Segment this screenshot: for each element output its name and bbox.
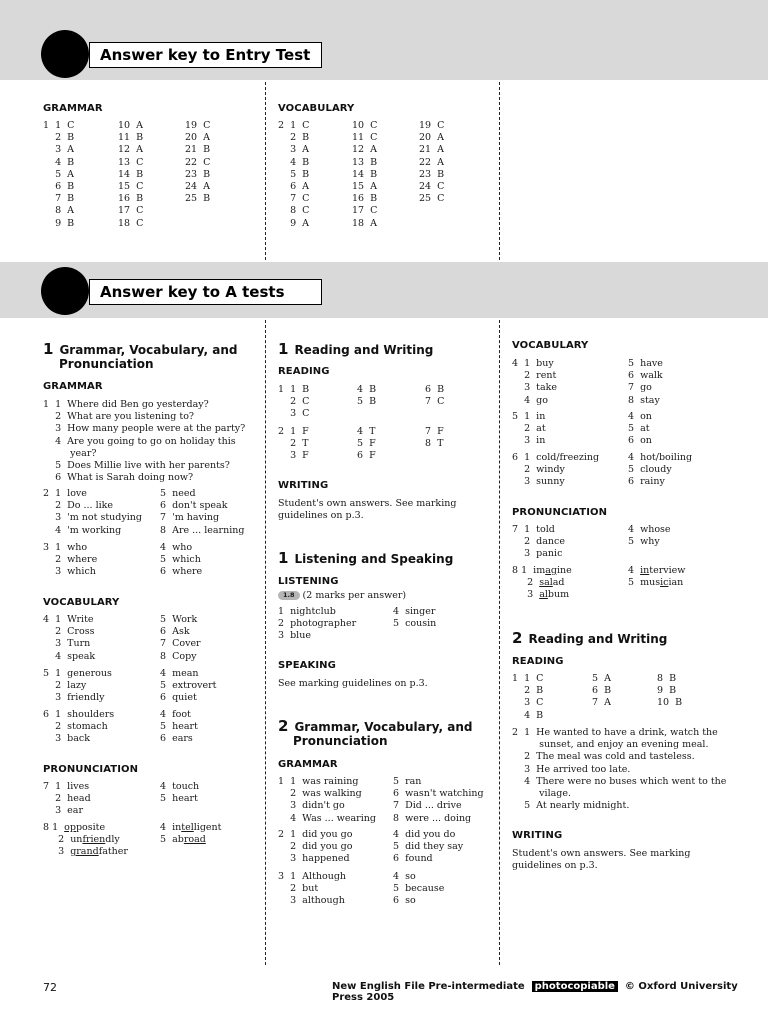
column-divider [499,320,500,965]
column-divider [265,320,266,965]
answer-line: 5 because [393,883,445,895]
reading-writing-2-heading [512,631,667,646]
answer-line: 7 B [43,193,75,205]
answer-line: 6 Ask [160,626,190,638]
answer-line: 6 1 cold/freezing [512,452,600,463]
answer-line: 16 B [118,193,144,205]
book-title: New English File Pre-intermediate [332,981,525,992]
col2-listening-heading: LISTENING [278,576,339,587]
col2-grammar-ex3a [278,871,346,908]
answer-line: 3 although [278,895,345,907]
answer-line: 4 Was ... wearing [278,812,376,824]
answer-line: 4 B [357,384,377,395]
answer-line: 5 B [357,396,377,408]
answer-line: 2 Do ... like [43,500,114,512]
answer-line: 6 don't speak [160,500,228,512]
answer-line: 8 C [278,205,310,217]
col1-vocab-ex6b [160,709,198,746]
answer-line: 15 A [352,181,377,193]
col2-reading-ex2c [425,426,444,450]
col2-listening-ex1a [278,606,356,643]
col2-grammar-ex3b [393,871,444,908]
footer-credit [332,981,768,1003]
col2-grammar-ex1b [393,776,484,825]
answer-line: 3 A [43,144,75,156]
col2-speaking-text: See marking guidelines on p.3. [278,678,428,689]
answer-line: 5 B [278,168,310,180]
col3-reading-ex1a [512,673,543,722]
col1-pronunciation-heading: PRONUNCIATION [43,764,139,775]
rw2-heading-text: Reading and Writing [528,632,668,646]
answer-line: 6 A [278,181,310,193]
listening-track-line [278,590,406,602]
entry-vocab-col2 [352,120,377,230]
answer-line: 2 C [278,396,310,408]
answer-line: 9 B [43,217,75,229]
answer-line: 5 1 in [512,411,546,422]
col1-pron-ex8b: 4 intelligent 5 abroad [160,822,222,845]
answer-line: 3 How many people were at the party? [43,423,246,435]
answer-line: 5 cousin [393,618,437,630]
answer-line: 13 C [118,156,144,168]
col2-speaking-heading: SPEAKING [278,660,336,671]
answer-line: 7 Cover [160,638,201,650]
answer-line: 23 B [185,168,211,180]
answer-line: 3 C [278,408,310,420]
answer-line: 5 heart [160,793,198,805]
gvp2-heading-number: 2 [278,717,289,735]
answer-line: 4 foot [160,709,191,720]
answer-line: 16 B [352,193,378,205]
c3-p8-number: 8 1 [512,565,528,576]
answer-line: 5 did they say [393,841,464,853]
gvp-heading-number: 1 [43,340,54,358]
gvp-heading-line1: Grammar, Vocabulary, and [59,343,238,357]
col2-reading-ex1b [357,384,376,408]
answer-line: 12 A [118,144,143,156]
col2-grammar-ex1a [278,776,376,825]
col3-pronunciation-heading: PRONUNCIATION [512,507,608,518]
p8-word1: opposite [64,822,106,833]
entry-grammar-col3 [185,120,210,205]
copyright: © Oxford University Press 2005 [332,981,738,1003]
answer-line: 6 F [357,450,376,462]
marks-note: (2 marks per answer) [302,590,407,601]
answer-line: 2 B [278,132,310,144]
col2-grammar-ex2b [393,829,463,866]
answer-line: 2 1 F [278,426,309,437]
answer-line: 4 Are you going to go on holiday this [43,435,236,447]
audio-track-badge: 1.8 [278,591,300,600]
col3-vocab-ex4a [512,358,557,407]
answer-line: 2 B [512,685,544,697]
answer-line: 24 A [185,181,210,193]
answer-line: 10 C [352,120,378,131]
col1-pron-ex7b [160,781,199,805]
col3-reading-heading: READING [512,656,564,667]
entry-vocabulary-heading: VOCABULARY [278,103,355,114]
answer-line: 5 heart [160,721,198,733]
ls-heading-number: 1 [278,549,289,567]
answer-line: 3 blue [278,630,311,642]
answer-line: 3 F [278,450,309,462]
answer-line: 2 did you go [278,841,353,853]
answer-line: 3 A [278,144,310,156]
answer-line: 19 C [419,120,445,131]
answer-line: 4 There were no buses which went to the [512,775,727,787]
answer-line: 11 B [118,132,144,144]
answer-line: 5 at [628,423,650,435]
p8-word5: abroad [172,834,206,845]
answer-line: 22 A [419,156,444,168]
col3-vocab-ex4b [628,358,663,407]
c3-p8-word1: imagine [533,565,572,576]
answer-line: 19 C [185,120,211,131]
answer-line: 3 sunny [512,476,565,488]
answer-line: 6 1 shoulders [43,709,115,720]
answer-line: 2 but [278,883,319,895]
answer-line: 2 T [278,438,309,450]
p8-word2: unfriendly [70,834,120,845]
answer-line: 6 quiet [160,692,197,704]
answer-line: 5 1 generous [43,668,112,679]
answer-line: 2 dance [512,536,565,548]
col2-listening-ex1b [393,606,436,630]
entry-vocab-col1 [278,120,309,230]
answer-line: 1 1 was raining [278,776,359,787]
answer-line: 7 1 lives [43,781,90,792]
answer-line: 13 B [352,156,378,168]
answer-line: 5 extrovert [160,680,217,692]
answer-line: 3 back [43,733,90,745]
c3-p8-word2: salad [539,577,565,588]
answer-line: 4 did you do [393,829,456,840]
gvp-2-heading [278,719,473,734]
p8-number: 8 1 [43,822,59,833]
col2-writing-heading: WRITING [278,480,329,491]
entry-grammar-col1 [43,120,74,230]
answer-line: 7 A [592,697,611,709]
answer-line: 2 at [512,423,546,435]
entry-test-header-band [0,0,768,80]
answer-line: 4 hot/boiling [628,452,693,463]
answer-line: 6 on [628,435,652,447]
col1-vocab-ex4a [43,614,95,663]
p8-word3: grandfather [70,846,128,857]
entry-grammar-heading: GRAMMAR [43,103,103,114]
answer-line: 4 B [278,156,310,168]
col3-vocabulary-heading: VOCABULARY [512,340,589,351]
page-number: 72 [43,981,57,994]
gvp-heading-line2: Pronunciation [59,357,154,371]
answer-line: 2 was walking [278,788,362,800]
col1-vocab-ex5a [43,668,112,705]
c3-p8-word4: interview [640,565,686,576]
answer-line: 6 B [592,685,612,697]
gvp-heading [43,342,238,357]
col3-reading-ex1b [592,673,611,710]
answer-line: 2 photographer [278,618,357,630]
answer-line: 2 where [43,554,98,566]
answer-line: 8 T [425,438,444,450]
answer-line: 2 The meal was cold and tasteless. [512,751,695,763]
answer-line: 7 1 told [512,524,555,535]
answer-line: 7 'm having [160,512,220,524]
rw2-heading-number: 2 [512,629,523,647]
answer-line: 2 1 love [43,488,87,499]
answer-line: 3 ear [43,805,83,817]
answer-line: 3 panic [512,548,563,560]
col2-reading-heading: READING [278,366,330,377]
col3-vocab-ex5b [628,411,652,448]
answer-line: 4 B [512,709,544,721]
answer-line: 3 1 who [43,542,88,553]
answer-line: 18 C [118,217,144,229]
answer-line: 10 B [657,697,683,709]
answer-line: 20 A [419,132,444,144]
answer-line: 17 C [118,205,144,217]
answer-line: 5 have [628,358,663,369]
answer-line: 4 B [43,156,75,168]
col2-writing-text2: guidelines on p.3. [278,510,364,521]
col1-vocabulary-heading: VOCABULARY [43,597,120,608]
answer-line: 6 B [425,384,445,395]
col3-reading-ex1c [657,673,682,710]
answer-line: 4 on [628,411,652,422]
col1-grammar-ex3b [160,542,202,579]
answer-line: 10 A [118,120,143,131]
col2-writing-text1: Student's own answers. See marking [278,498,457,509]
gvp2-heading-line2: Pronunciation [293,734,388,748]
answer-line: 7 go [628,382,652,394]
answer-line: 5 need [160,488,196,499]
entry-test-bullet-circle [41,30,89,78]
answer-line: 2 1 did you go [278,829,353,840]
answer-line: 3 which [43,566,96,578]
answer-line: 9 A [278,217,310,229]
col3-vocab-ex6b [628,452,692,489]
answer-line: 2 windy [512,464,565,476]
col3-pron-ex8b: 4 interview 5 musician [628,565,686,588]
answer-line: 15 C [118,181,144,193]
c3-p8-word5: musician [640,577,684,588]
answer-line: 3 He arrived too late. [512,763,631,775]
col3-vocab-ex6a [512,452,599,489]
answer-line: 8 Copy [160,650,197,662]
answer-line: 17 C [352,205,378,217]
answer-line: 8 stay [628,394,660,406]
answer-line: 23 B [419,168,445,180]
answer-line: 5 why [628,536,660,548]
answer-line: 3 Turn [43,638,91,650]
answer-line: 2 What are you listening to? [43,411,195,423]
col2-grammar-ex2a [278,829,352,866]
answer-line: 2 1 C [278,120,310,131]
answer-line: 2 stomach [43,721,108,733]
col1-pron-ex8: 8 1 opposite 2 unfriendly 3 grandfather [43,822,128,857]
answer-line: 4 whose [628,524,671,535]
gvp2-heading-line1: Grammar, Vocabulary, and [294,720,473,734]
answer-line: 6 walk [628,370,663,382]
answer-line: 6 ears [160,733,193,745]
answer-line: 22 C [185,156,211,168]
answer-line: 1 1 C [512,673,544,684]
answer-line: 8 Are ... learning [160,524,245,536]
answer-line: 5 F [357,438,376,450]
answer-line: 8 B [657,673,677,684]
answer-line: 5 which [160,554,201,566]
entry-grammar-col2 [118,120,143,230]
answer-line: 7 C [278,193,310,205]
answer-line: 4 singer [393,606,436,617]
answer-line: 2 head [43,793,91,805]
col2-reading-ex1a [278,384,309,421]
ls-heading-text: Listening and Speaking [294,552,454,566]
answer-line: 11 C [352,132,378,144]
answer-line: 5 A [592,673,611,684]
answer-line: 25 C [419,193,445,205]
rw1-heading-number: 1 [278,340,289,358]
p8-word4: intelligent [172,822,222,833]
answer-line: 4 go [512,394,548,406]
col1-grammar-heading: GRAMMAR [43,381,103,392]
answer-line: 2 1 He wanted to have a drink, watch the [512,727,718,738]
answer-line: 2 rent [512,370,557,382]
col2-reading-ex2b [357,426,376,463]
answer-line: 8 A [43,205,75,217]
answer-line: 2 Cross [43,626,95,638]
col3-pron-ex8: 8 1 imagine 2 salad 3 album [512,565,572,600]
c3-p8-word3: album [539,589,570,600]
answer-line: 3 take [512,382,558,394]
answer-line: 1 1 B [278,384,310,395]
answer-line: 6 wasn't watching [393,788,484,800]
answer-line: 4 T [357,426,376,437]
answer-line: 4 who [160,542,193,553]
answer-line: 6 rainy [628,476,665,488]
answer-line: 2 lazy [43,680,87,692]
answer-line: 14 B [352,168,378,180]
answer-line: 7 F [425,426,444,437]
answer-line: 5 A [43,168,75,180]
answer-line: 4 1 buy [512,358,554,369]
answer-line: 4 'm working [43,524,122,536]
col2-reading-ex1c [425,384,444,408]
answer-line: 6 found [393,853,433,865]
answer-line: 3 'm not studying [43,512,142,524]
answer-line: 7 Did ... drive [393,800,462,812]
col3-writing-text2: guidelines on p.3. [512,860,598,871]
column-divider [499,82,500,260]
answer-line: 1 nightclub [278,606,336,617]
answer-line: 8 were ... doing [393,812,472,824]
answer-line: 5 At nearly midnight. [512,800,630,812]
answer-line: 5 ran [393,776,422,787]
answer-line: 20 A [185,132,210,144]
answer-line: 24 C [419,181,445,193]
col1-grammar-ex1 [43,399,245,484]
answer-line: 4 1 Write [43,614,94,625]
answer-line: 4 mean [160,668,199,679]
answer-line: 4 so [393,871,416,882]
answer-line: 1 1 C [43,120,75,131]
answer-line: 3 didn't go [278,800,345,812]
col1-pron-ex7a [43,781,91,818]
col1-vocab-ex4b [160,614,201,663]
col2-grammar-heading: GRAMMAR [278,759,338,770]
answer-line: vilage. [512,788,572,800]
entry-vocab-col3 [419,120,444,205]
answer-line: 3 friendly [43,692,105,704]
answer-line: 5 cloudy [628,464,672,476]
listening-speaking-heading [278,551,453,566]
answer-line: year? [43,447,97,459]
col3-writing-heading: WRITING [512,830,563,841]
col3-reading-ex2 [512,727,726,812]
col3-pron-ex7a [512,524,565,561]
reading-writing-1-heading [278,342,433,357]
answer-line: 4 touch [160,781,200,792]
answer-line: 6 where [160,566,203,578]
col1-vocab-ex6a [43,709,114,746]
answer-line: 3 happened [278,853,350,865]
answer-line: 3 C [512,697,544,709]
answer-line: 5 Work [160,614,198,625]
answer-line: 6 so [393,895,416,907]
answer-line: 14 B [118,168,144,180]
col2-reading-ex2a [278,426,309,463]
a-tests-title: Answer key to A tests [89,279,322,305]
answer-line: 21 B [185,144,211,156]
answer-line: 21 A [419,144,444,156]
answer-line: 3 in [512,435,546,447]
col1-grammar-ex3a [43,542,97,579]
col3-vocab-ex5a [512,411,546,448]
col1-vocab-ex5b [160,668,217,705]
col1-grammar-ex2a [43,488,142,537]
answer-line: 18 A [352,217,377,229]
photocopiable-badge: photocopiable [532,981,618,992]
col1-grammar-ex2b [160,488,244,537]
col3-pron-ex7b [628,524,671,548]
answer-line: 5 Does Millie live with her parents? [43,460,230,472]
column-divider [265,82,266,260]
answer-line: 9 B [657,685,677,697]
answer-line: 25 B [185,193,211,205]
answer-line: 3 1 Although [278,871,347,882]
a-tests-bullet-circle [41,267,89,315]
answer-line: 1 1 Where did Ben go yesterday? [43,399,209,410]
answer-line: sunset, and enjoy an evening meal. [512,739,709,751]
rw1-heading-text: Reading and Writing [294,343,434,357]
answer-line: 6 What is Sarah doing now? [43,472,194,484]
answer-line: 7 C [425,396,445,408]
answer-line: 6 B [43,181,75,193]
entry-test-title: Answer key to Entry Test [89,42,322,68]
col3-writing-text1: Student's own answers. See marking [512,848,691,859]
answer-line: 2 B [43,132,75,144]
answer-line: 4 speak [43,650,96,662]
answer-line: 12 A [352,144,377,156]
